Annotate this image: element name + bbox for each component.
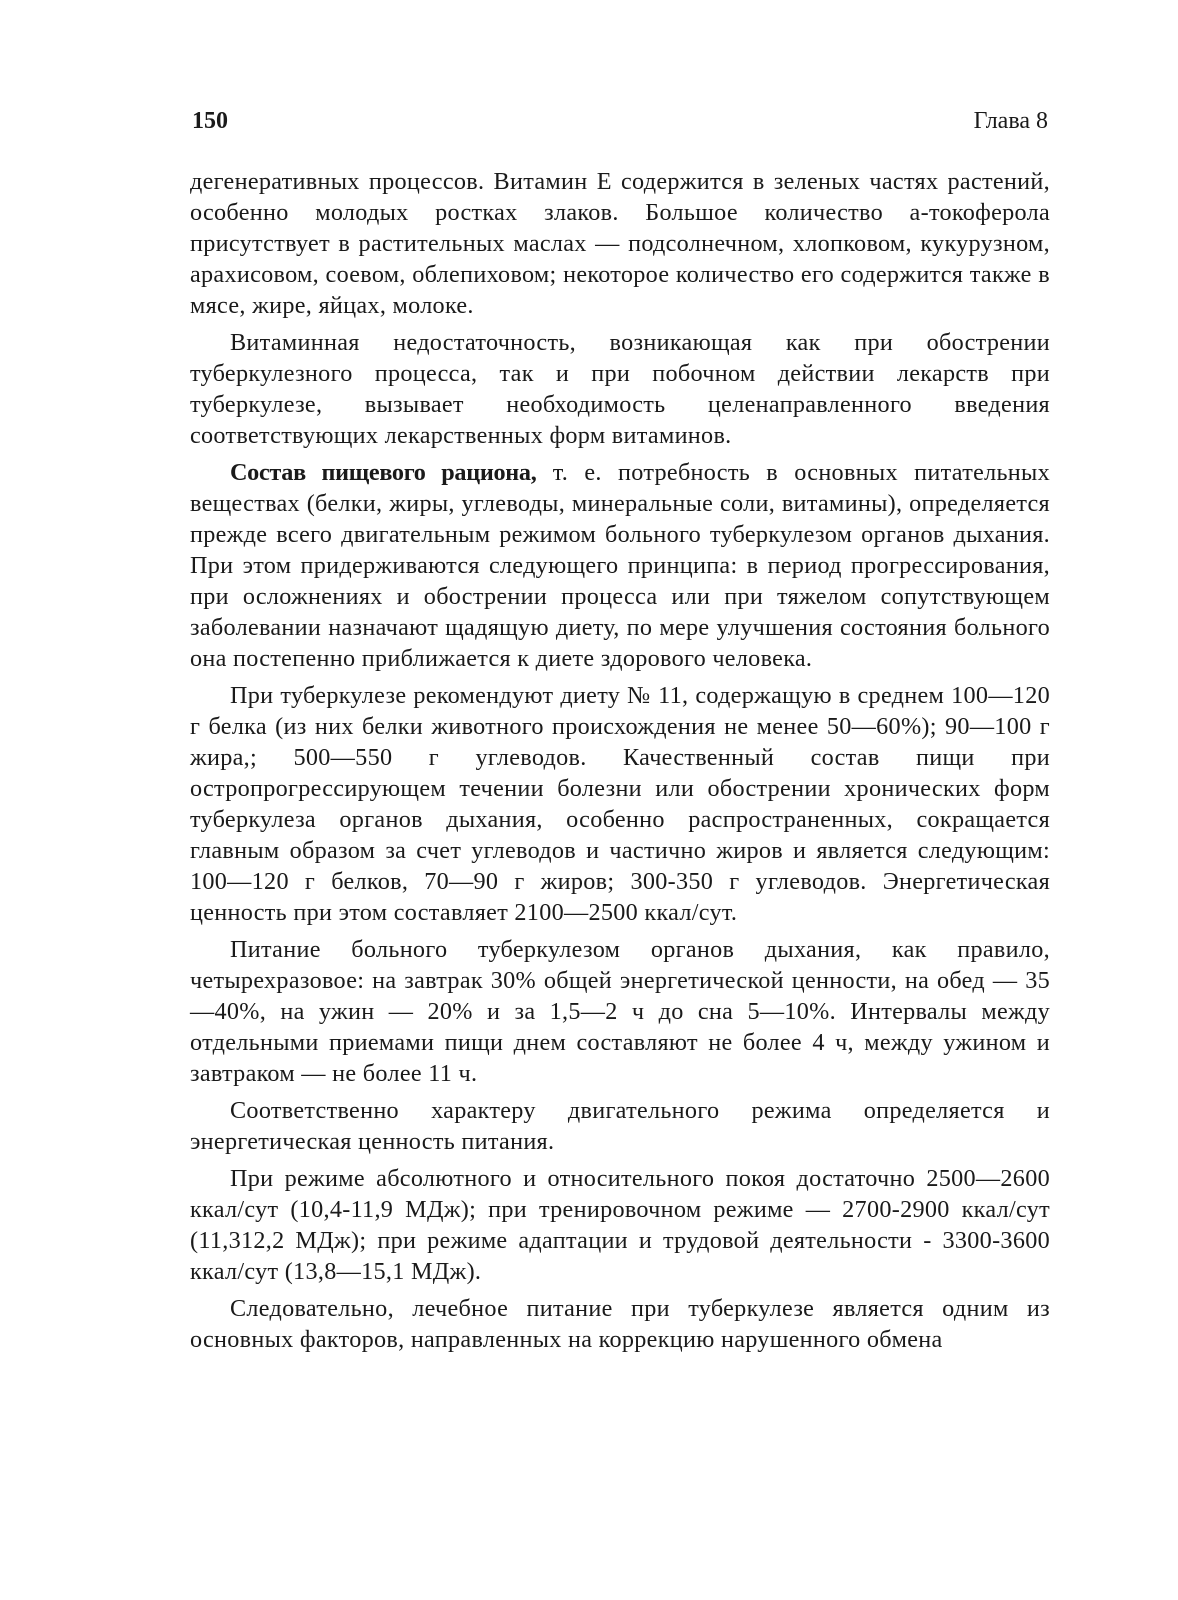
paragraph-text: При туберкулезе рекомендуют диету № 11, содержащую в среднем 100—120 г белка (из них белки животного происхождения не менее 50—60%); 90—100 г жира,; 500—550 г углеводов. Качественный состав пищи при остропрогрессирующем течении болезни или обострении хронических форм туберкулеза органов дыхания, особенно распространенных, сокращается главным образом за счет углеводов и частично жиров и является следующим: 100—120 г белков, 70—90 г жиров; 300-350 г углеводов. Энергетическая ценность при этом составляет 2100—2500 ккал/сут. bbox=[190, 682, 1050, 926]
paragraph-text: т. е. потребность в основных питательных веществах (белки, жиры, углеводы, минеральные соли, витамины), определяется прежде всего двигательным режимом больного туберкулезом органов дыхания. При этом придерживаются следующего принципа: в период прогрессирования, при осложнениях и обострении процесса или при тяжелом сопутствующем заболевании назначают щадящую диету, по мере улучшения состояния больного она постепенно приближается к диете здорового человека. bbox=[190, 459, 1050, 672]
paragraph-5 bbox=[190, 934, 1050, 1089]
paragraph-3 bbox=[190, 457, 1050, 674]
paragraph-2 bbox=[190, 327, 1050, 451]
page-number: 150 bbox=[192, 108, 228, 134]
paragraph-text: При режиме абсолютного и относительного покоя достаточно 2500—2600 ккал/сут (10,4-11,9 МДж); при тренировочном режиме — 2700-2900 ккал/сут (11,312,2 МДж); при режиме адаптации и трудовой деятельности - 3300-3600 ккал/сут (13,8—15,1 МДж). bbox=[190, 1165, 1050, 1285]
paragraph-4 bbox=[190, 680, 1050, 928]
paragraph-8 bbox=[190, 1293, 1050, 1355]
paragraph-text: Питание больного туберкулезом органов дыхания, как правило, четырехразовое: на завтрак 30% общей энергетической ценности, на обед — 35—40%, на ужин — 20% и за 1,5—2 ч до сна 5—10%. Интервалы между отдельными приемами пищи днем составляют не более 4 ч, между ужином и завтраком — не более 11 ч. bbox=[190, 936, 1050, 1087]
book-page bbox=[190, 108, 1050, 1361]
chapter-title: Глава 8 bbox=[973, 108, 1048, 134]
paragraph-lead: Состав пищевого рациона, bbox=[230, 459, 537, 486]
paragraph-7 bbox=[190, 1163, 1050, 1287]
paragraph-text: Витаминная недостаточность, возникающая как при обострении туберкулезного процесса, так и при побочном действии лекарств при туберкулезе, вызывает необходимость целенаправленного введения соответствующих лекарственных форм витаминов. bbox=[190, 329, 1050, 449]
paragraph-text: Соответственно характеру двигательного режима определяется и энергетическая ценность питания. bbox=[190, 1097, 1050, 1155]
running-header bbox=[190, 108, 1050, 144]
paragraph-6 bbox=[190, 1095, 1050, 1157]
paragraph-text: дегенеративных процессов. Витамин Е содержится в зеленых частях растений, особенно молодых ростках злаков. Большое количество а-токоферола присутствует в растительных маслах — подсолнечном, хлопковом, кукурузном, арахисовом, соевом, облепиховом; некоторое количество его содержится также в мясе, жире, яйцах, молоке. bbox=[190, 168, 1050, 319]
paragraph-1 bbox=[190, 166, 1050, 321]
paragraph-text: Следовательно, лечебное питание при туберкулезе является одним из основных факторов, направленных на коррекцию нарушенного обмена bbox=[190, 1295, 1050, 1353]
body-text bbox=[190, 166, 1050, 1355]
